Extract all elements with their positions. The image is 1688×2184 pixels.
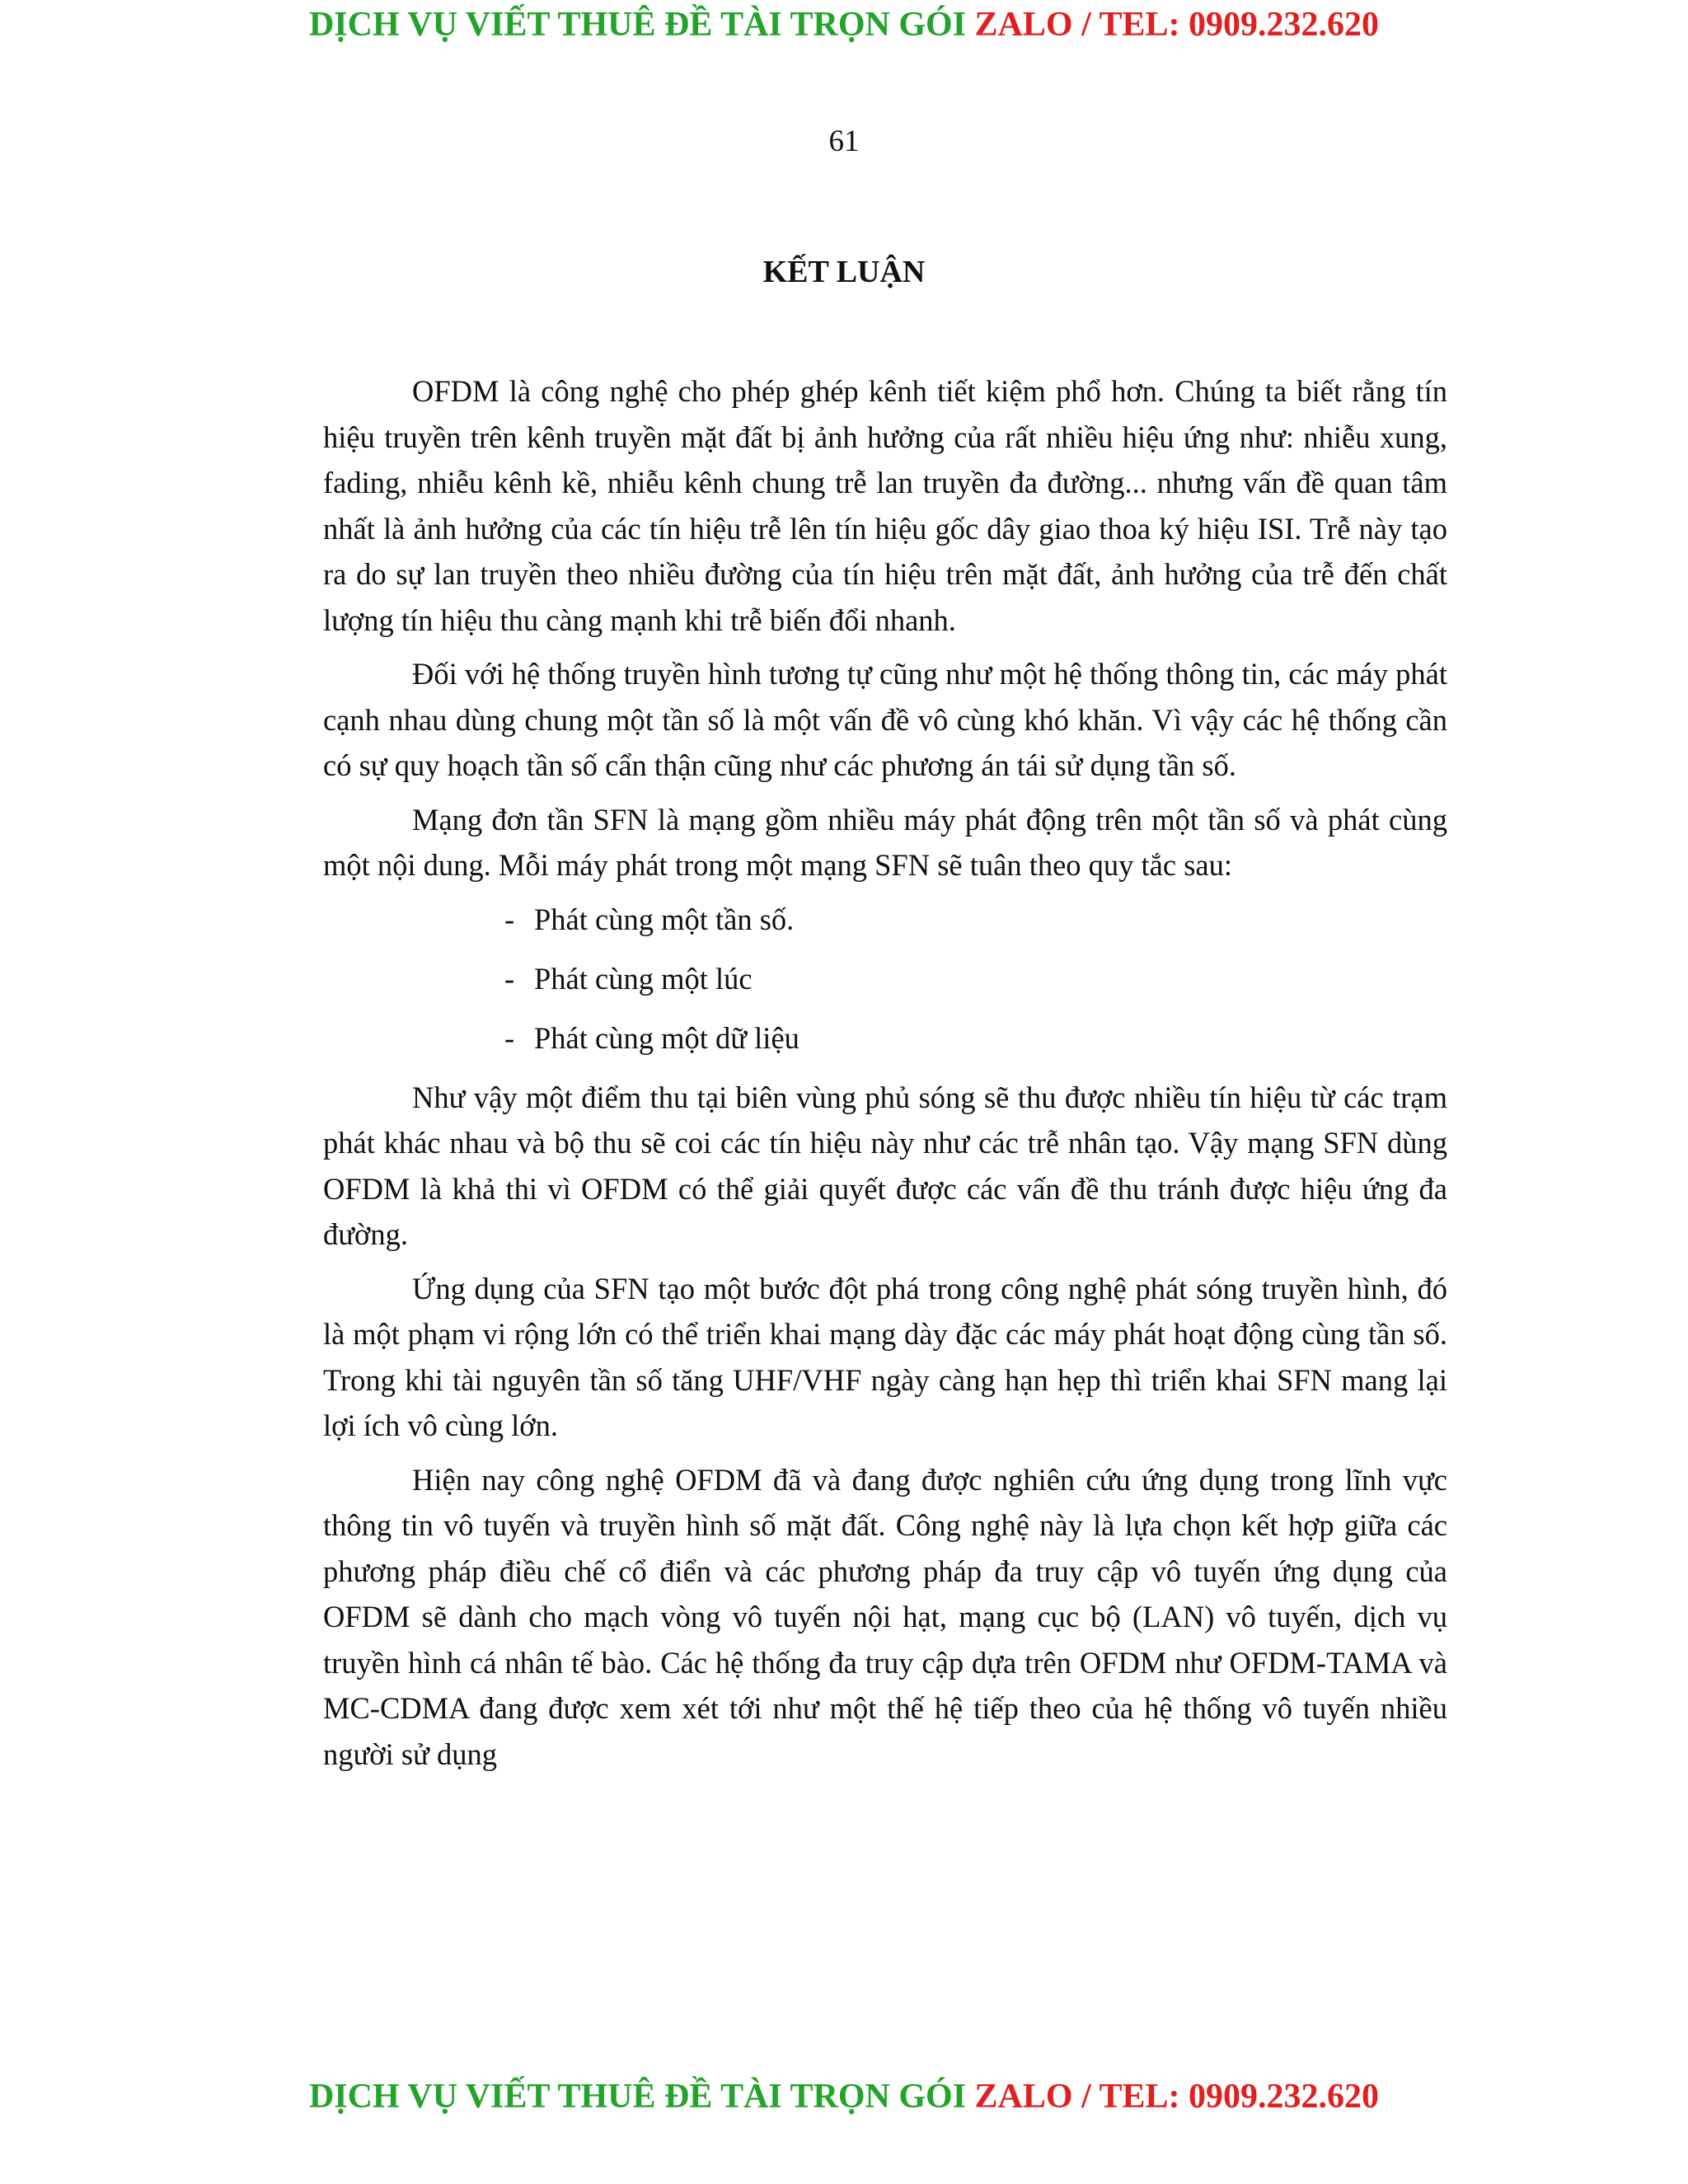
paragraph: OFDM là công nghệ cho phép ghép kênh tiết kiệm phổ hơn. Chúng ta biết rằng tín hiệu truyền trên kênh truyền mặt đất bị ảnh hưởng của rất nhiều hiệu ứng như: nhiễu xung, fading, nhiễu kênh kề, nhiễu kênh chung trễ lan truyền đa đường... nhưng vấn đề quan tâm nhất là ảnh hưởng của các tín hiệu trễ lên tín hiệu gốc dây giao thoa ký hiệu ISI. Trễ này tạo ra do sự lan truyền theo nhiều đường của tín hiệu trên mặt đất, ảnh hưởng của trễ đến chất lượng tín hiệu thu càng mạnh khi trễ biến đổi nhanh. (323, 374, 1447, 637)
list-item (504, 956, 1447, 1001)
list-dash: - (504, 902, 515, 936)
footer-banner-contact-text: ZALO / TEL: 0909.232.620 (974, 2078, 1380, 2116)
list-item-text: Phát cùng một dữ liệu (534, 1020, 799, 1055)
list-item-text: Phát cùng một lúc (534, 961, 753, 996)
paragraph: Đối với hệ thống truyền hình tương tự cũng như một hệ thống thông tin, các máy phát cạnh nhau dùng chung một tần số là một vấn đề vô cùng khó khăn. Vì vậy các hệ thống cần có sự quy hoạch tần số cẩn thận cũng như các phương án tái sử dụng tần số. (323, 657, 1447, 782)
page-title: KẾT LUẬN (762, 255, 926, 289)
list-dash: - (504, 961, 515, 996)
list-item (504, 897, 1447, 942)
paragraph: Ứng dụng của SFN tạo một bước đột phá trong công nghệ phát sóng truyền hình, đó là một phạm vi rộng lớn có thể triển khai mạng dày đặc các máy phát hoạt động cùng tần số. Trong khi tài nguyên tần số tăng UHF/VHF ngày càng hạn hẹp thì triển khai SFN mang lại lợi ích vô cùng lớn. (323, 1271, 1447, 1442)
page-number: 61 (828, 124, 860, 158)
paragraph: Hiện nay công nghệ OFDM đã và đang được nghiên cứu ứng dụng trong lĩnh vực thông tin vô tuyến và truyền hình số mặt đất. Công nghệ này là lựa chọn kết hợp giữa các phương pháp điều chế cổ điển và các phương pháp đa truy cập vô tuyến ứng dụng của OFDM sẽ dành cho mạch vòng vô tuyến nội hạt, mạng cục bộ (LAN) vô tuyến, dịch vụ truyền hình cá nhân tế bào. Các hệ thống đa truy cập dựa trên OFDM như OFDM-TAMA và MC-CDMA đang được xem xét tới như một thế hệ tiếp theo của hệ thống vô tuyến nhiều người sử dụng (323, 1462, 1447, 1771)
list-dash: - (504, 1020, 515, 1055)
rules-list (323, 897, 1447, 1061)
header-banner-contact-text: ZALO / TEL: 0909.232.620 (974, 6, 1380, 44)
header-banner-service-text: DỊCH VỤ VIẾT THUÊ ĐỀ TÀI TRỌN GÓI (308, 6, 975, 44)
header-banner (0, 2, 1688, 48)
paragraph: Mạng đơn tần SFN là mạng gồm nhiều máy phát động trên một tần số và phát cùng một nội dung. Mỗi máy phát trong một mạng SFN sẽ tuân theo quy tắc sau: (323, 802, 1447, 882)
list-item (504, 1015, 1447, 1061)
footer-banner-service-text: DỊCH VỤ VIẾT THUÊ ĐỀ TÀI TRỌN GÓI (308, 2078, 975, 2116)
list-item-text: Phát cùng một tần số. (534, 902, 795, 936)
footer-banner (0, 2074, 1688, 2120)
document-body (323, 368, 1447, 1785)
paragraph: Như vậy một điểm thu tại biên vùng phủ sóng sẽ thu được nhiều tín hiệu từ các trạm phát khác nhau và bộ thu sẽ coi các tín hiệu này như các trễ nhân tạo. Vậy mạng SFN dùng OFDM là khả thi vì OFDM có thể giải quyết được các vấn đề thu tránh được hiệu ứng đa đường. (323, 1080, 1447, 1251)
